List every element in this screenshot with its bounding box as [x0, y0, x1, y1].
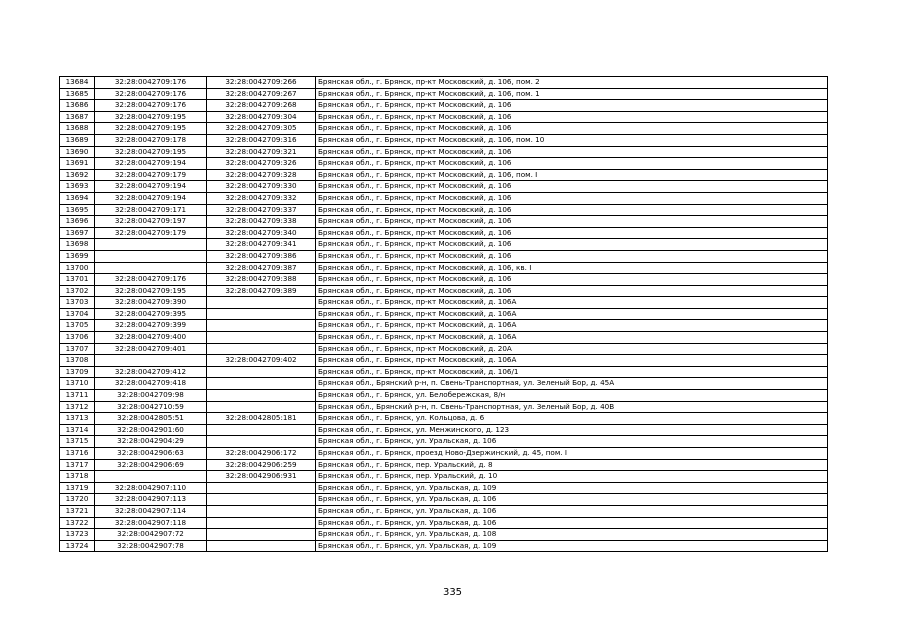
address-cell: Брянская обл., г. Брянск, пр-кт Московский, д. 106: [316, 181, 828, 193]
address-cell: Брянская обл., г. Брянск, пер. Уральский, д. 10: [316, 471, 828, 483]
cadastral-number-cell: 32:28:0042709:399: [95, 320, 207, 332]
object-cadastral-number-cell: 32:28:0042906:172: [207, 448, 316, 460]
object-cadastral-number-cell: 32:28:0042709:266: [207, 77, 316, 89]
table-row: [60, 111, 828, 123]
cadastral-number-cell: 32:28:0042709:194: [95, 192, 207, 204]
object-cadastral-number-cell: [207, 494, 316, 506]
cadastral-number-cell: [95, 262, 207, 274]
object-cadastral-number-cell: 32:28:0042805:181: [207, 413, 316, 425]
table-row: [60, 262, 828, 274]
object-cadastral-number-cell: 32:28:0042709:402: [207, 355, 316, 367]
table-row: [60, 146, 828, 158]
cadastral-number-cell: 32:28:0042906:63: [95, 448, 207, 460]
cadastral-number-cell: 32:28:0042901:60: [95, 424, 207, 436]
address-cell: Брянская обл., г. Брянск, пр-кт Московский, д. 106: [316, 216, 828, 228]
table-row: [60, 169, 828, 181]
object-cadastral-number-cell: 32:28:0042709:316: [207, 134, 316, 146]
object-cadastral-number-cell: [207, 390, 316, 402]
address-cell: Брянская обл., г. Брянск, ул. Уральская, д. 106: [316, 517, 828, 529]
row-number-cell: 13699: [60, 250, 95, 262]
cadastral-number-cell: 32:28:0042709:390: [95, 297, 207, 309]
address-cell: Брянская обл., г. Брянск, пр-кт Московский, д. 106, пом. 2: [316, 77, 828, 89]
table-row: [60, 158, 828, 170]
address-cell: Брянская обл., г. Брянск, пр-кт Московский, д. 106: [316, 100, 828, 112]
table-row: [60, 424, 828, 436]
object-cadastral-number-cell: 32:28:0042709:268: [207, 100, 316, 112]
object-cadastral-number-cell: [207, 517, 316, 529]
object-cadastral-number-cell: 32:28:0042906:931: [207, 471, 316, 483]
cadastral-number-cell: 32:28:0042709:194: [95, 181, 207, 193]
table-row: [60, 123, 828, 135]
address-cell: Брянская обл., г. Брянск, пр-кт Московский, д. 106/1: [316, 366, 828, 378]
address-cell: Брянская обл., г. Брянск, ул. Кольцова, д. 6: [316, 413, 828, 425]
table-row: [60, 448, 828, 460]
address-cell: Брянская обл., г. Брянск, ул. Белобережская, 8/н: [316, 390, 828, 402]
row-number-cell: 13685: [60, 88, 95, 100]
address-cell: Брянская обл., г. Брянск, пр-кт Московский, д. 106, пом. I: [316, 169, 828, 181]
object-cadastral-number-cell: [207, 482, 316, 494]
row-number-cell: 13693: [60, 181, 95, 193]
address-cell: Брянская обл., г. Брянск, ул. Уральская, д. 106: [316, 494, 828, 506]
object-cadastral-number-cell: [207, 529, 316, 541]
cadastral-number-cell: 32:28:0042709:195: [95, 146, 207, 158]
object-cadastral-number-cell: 32:28:0042709:328: [207, 169, 316, 181]
row-number-cell: 13702: [60, 285, 95, 297]
object-cadastral-number-cell: 32:28:0042709:321: [207, 146, 316, 158]
cadastral-number-cell: 32:28:0042709:176: [95, 88, 207, 100]
row-number-cell: 13715: [60, 436, 95, 448]
object-cadastral-number-cell: 32:28:0042709:326: [207, 158, 316, 170]
object-cadastral-number-cell: 32:28:0042709:388: [207, 274, 316, 286]
table-row: [60, 250, 828, 262]
object-cadastral-number-cell: [207, 308, 316, 320]
row-number-cell: 13711: [60, 390, 95, 402]
address-cell: Брянская обл., г. Брянск, ул. Уральская, д. 109: [316, 540, 828, 552]
address-cell: Брянская обл., г. Брянск, пр-кт Московский, д. 106: [316, 123, 828, 135]
row-number-cell: 13721: [60, 505, 95, 517]
address-cell: Брянская обл., г. Брянск, ул. Уральская, д. 108: [316, 529, 828, 541]
table-row: [60, 494, 828, 506]
row-number-cell: 13717: [60, 459, 95, 471]
object-cadastral-number-cell: [207, 378, 316, 390]
object-cadastral-number-cell: [207, 505, 316, 517]
cadastral-number-cell: 32:28:0042805:51: [95, 413, 207, 425]
address-cell: Брянская обл., г. Брянск, пр-кт Московский, д. 106А: [316, 320, 828, 332]
cadastral-number-cell: 32:28:0042906:69: [95, 459, 207, 471]
address-cell: Брянская обл., г. Брянск, пр-кт Московский, д. 106: [316, 285, 828, 297]
address-cell: Брянская обл., г. Брянск, пр-кт Московский, д. 106, пом. 1: [316, 88, 828, 100]
row-number-cell: 13719: [60, 482, 95, 494]
cadastral-number-cell: 32:28:0042907:78: [95, 540, 207, 552]
page-number: 335: [442, 587, 463, 598]
row-number-cell: 13687: [60, 111, 95, 123]
row-number-cell: 13703: [60, 297, 95, 309]
table-row: [60, 216, 828, 228]
table-row: [60, 505, 828, 517]
table-row: [60, 320, 828, 332]
address-cell: Брянская обл., г. Брянск, пр-кт Московский, д. 106: [316, 192, 828, 204]
row-number-cell: 13697: [60, 227, 95, 239]
row-number-cell: 13696: [60, 216, 95, 228]
object-cadastral-number-cell: [207, 540, 316, 552]
row-number-cell: 13713: [60, 413, 95, 425]
row-number-cell: 13724: [60, 540, 95, 552]
address-cell: Брянская обл., г. Брянск, ул. Уральская, д. 109: [316, 482, 828, 494]
cadastral-number-cell: 32:28:0042709:395: [95, 308, 207, 320]
cadastral-number-cell: 32:28:0042709:412: [95, 366, 207, 378]
object-cadastral-number-cell: 32:28:0042709:267: [207, 88, 316, 100]
object-cadastral-number-cell: 32:28:0042709:340: [207, 227, 316, 239]
object-cadastral-number-cell: [207, 332, 316, 344]
table-body: [60, 77, 828, 552]
table-row: [60, 471, 828, 483]
table-row: [60, 343, 828, 355]
object-cadastral-number-cell: 32:28:0042709:304: [207, 111, 316, 123]
row-number-cell: 13720: [60, 494, 95, 506]
table-row: [60, 285, 828, 297]
cadastral-number-cell: 32:28:0042709:401: [95, 343, 207, 355]
row-number-cell: 13700: [60, 262, 95, 274]
table-row: [60, 77, 828, 89]
row-number-cell: 13723: [60, 529, 95, 541]
cadastral-number-cell: 32:28:0042709:418: [95, 378, 207, 390]
row-number-cell: 13705: [60, 320, 95, 332]
cadastral-number-cell: 32:28:0042709:171: [95, 204, 207, 216]
row-number-cell: 13708: [60, 355, 95, 367]
address-cell: Брянская обл., г. Брянск, пр-кт Московский, д. 106: [316, 158, 828, 170]
object-cadastral-number-cell: [207, 401, 316, 413]
row-number-cell: 13716: [60, 448, 95, 460]
address-cell: Брянская обл., г. Брянск, пер. Уральский, д. 8: [316, 459, 828, 471]
row-number-cell: 13704: [60, 308, 95, 320]
cadastral-number-cell: 32:28:0042907:72: [95, 529, 207, 541]
address-cell: Брянская обл., г. Брянск, ул. Уральская, д. 106: [316, 436, 828, 448]
address-cell: Брянская обл., г. Брянск, ул. Уральская, д. 106: [316, 505, 828, 517]
address-cell: Брянская обл., г. Брянск, ул. Менжинского, д. 123: [316, 424, 828, 436]
table-row: [60, 378, 828, 390]
cadastral-number-cell: 32:28:0042709:194: [95, 158, 207, 170]
cadastral-number-cell: 32:28:0042709:195: [95, 285, 207, 297]
object-cadastral-number-cell: [207, 366, 316, 378]
cadastral-number-cell: 32:28:0042904:29: [95, 436, 207, 448]
object-cadastral-number-cell: 32:28:0042709:386: [207, 250, 316, 262]
address-cell: Брянская обл., г. Брянск, пр-кт Московский, д. 106, пом. 10: [316, 134, 828, 146]
row-number-cell: 13692: [60, 169, 95, 181]
row-number-cell: 13684: [60, 77, 95, 89]
address-cell: Брянская обл., г. Брянск, пр-кт Московский, д. 106А: [316, 297, 828, 309]
object-cadastral-number-cell: 32:28:0042709:387: [207, 262, 316, 274]
table-row: [60, 297, 828, 309]
table-row: [60, 540, 828, 552]
row-number-cell: 13698: [60, 239, 95, 251]
table-row: [60, 192, 828, 204]
table-row: [60, 390, 828, 402]
table-row: [60, 366, 828, 378]
object-cadastral-number-cell: 32:28:0042709:337: [207, 204, 316, 216]
row-number-cell: 13722: [60, 517, 95, 529]
address-cell: Брянская обл., г. Брянск, пр-кт Московский, д. 106: [316, 204, 828, 216]
cadastral-number-cell: 32:28:0042907:110: [95, 482, 207, 494]
table-row: [60, 436, 828, 448]
address-cell: Брянская обл., г. Брянск, пр-кт Московский, д. 106: [316, 146, 828, 158]
address-cell: Брянская обл., г. Брянск, пр-кт Московский, д. 106А: [316, 332, 828, 344]
row-number-cell: 13686: [60, 100, 95, 112]
object-cadastral-number-cell: [207, 297, 316, 309]
cadastral-number-cell: 32:28:0042907:118: [95, 517, 207, 529]
object-cadastral-number-cell: 32:28:0042906:259: [207, 459, 316, 471]
cadastral-number-cell: [95, 471, 207, 483]
cadastral-number-cell: 32:28:0042709:178: [95, 134, 207, 146]
address-cell: Брянская обл., г. Брянск, пр-кт Московский, д. 106: [316, 239, 828, 251]
address-cell: Брянская обл., Брянский р-н, п. Свень-Транспортная, ул. Зеленый Бор, д. 40В: [316, 401, 828, 413]
row-number-cell: 13709: [60, 366, 95, 378]
object-cadastral-number-cell: 32:28:0042709:389: [207, 285, 316, 297]
object-cadastral-number-cell: [207, 320, 316, 332]
object-cadastral-number-cell: 32:28:0042709:338: [207, 216, 316, 228]
cadastral-number-cell: [95, 239, 207, 251]
row-number-cell: 13690: [60, 146, 95, 158]
table-row: [60, 134, 828, 146]
row-number-cell: 13701: [60, 274, 95, 286]
cadastral-number-cell: 32:28:0042907:114: [95, 505, 207, 517]
address-cell: Брянская обл., г. Брянск, проезд Ново-Дзержинский, д. 45, пом. I: [316, 448, 828, 460]
table-row: [60, 355, 828, 367]
row-number-cell: 13710: [60, 378, 95, 390]
table-row: [60, 181, 828, 193]
cadastral-number-cell: 32:28:0042709:195: [95, 111, 207, 123]
row-number-cell: 13695: [60, 204, 95, 216]
address-cell: Брянская обл., г. Брянск, пр-кт Московский, д. 106: [316, 250, 828, 262]
object-cadastral-number-cell: [207, 436, 316, 448]
address-cell: Брянская обл., Брянский р-н, п. Свень-Транспортная, ул. Зеленый Бор, д. 45А: [316, 378, 828, 390]
object-cadastral-number-cell: 32:28:0042709:330: [207, 181, 316, 193]
object-cadastral-number-cell: 32:28:0042709:332: [207, 192, 316, 204]
table-row: [60, 274, 828, 286]
row-number-cell: 13688: [60, 123, 95, 135]
row-number-cell: 13689: [60, 134, 95, 146]
cadastral-number-cell: 32:28:0042709:400: [95, 332, 207, 344]
cadastral-number-cell: 32:28:0042709:195: [95, 123, 207, 135]
row-number-cell: 13718: [60, 471, 95, 483]
table-row: [60, 204, 828, 216]
cadastral-number-cell: 32:28:0042709:176: [95, 100, 207, 112]
cadastral-number-cell: 32:28:0042709:179: [95, 227, 207, 239]
address-cell: Брянская обл., г. Брянск, пр-кт Московский, д. 106, кв. I: [316, 262, 828, 274]
address-cell: Брянская обл., г. Брянск, пр-кт Московский, д. 106А: [316, 308, 828, 320]
address-cell: Брянская обл., г. Брянск, пр-кт Московский, д. 20А: [316, 343, 828, 355]
row-number-cell: 13712: [60, 401, 95, 413]
address-cell: Брянская обл., г. Брянск, пр-кт Московский, д. 106: [316, 274, 828, 286]
address-cell: Брянская обл., г. Брянск, пр-кт Московский, д. 106: [316, 111, 828, 123]
table-row: [60, 308, 828, 320]
cadastral-number-cell: 32:28:0042710:59: [95, 401, 207, 413]
cadastral-number-cell: 32:28:0042709:179: [95, 169, 207, 181]
row-number-cell: 13707: [60, 343, 95, 355]
row-number-cell: 13706: [60, 332, 95, 344]
table-row: [60, 517, 828, 529]
table-row: [60, 100, 828, 112]
object-cadastral-number-cell: [207, 424, 316, 436]
table-row: [60, 88, 828, 100]
address-cell: Брянская обл., г. Брянск, пр-кт Московский, д. 106А: [316, 355, 828, 367]
table-row: [60, 413, 828, 425]
table-row: [60, 332, 828, 344]
object-cadastral-number-cell: [207, 343, 316, 355]
cadastral-number-cell: [95, 355, 207, 367]
row-number-cell: 13691: [60, 158, 95, 170]
object-cadastral-number-cell: 32:28:0042709:305: [207, 123, 316, 135]
cadastral-number-cell: 32:28:0042709:176: [95, 77, 207, 89]
cadastral-number-cell: 32:28:0042709:176: [95, 274, 207, 286]
table-row: [60, 482, 828, 494]
address-cell: Брянская обл., г. Брянск, пр-кт Московский, д. 106: [316, 227, 828, 239]
table-row: [60, 401, 828, 413]
table-row: [60, 227, 828, 239]
cadastral-number-cell: 32:28:0042709:98: [95, 390, 207, 402]
property-register-table: [59, 76, 828, 552]
cadastral-number-cell: [95, 250, 207, 262]
table-row: [60, 459, 828, 471]
table-row: [60, 239, 828, 251]
object-cadastral-number-cell: 32:28:0042709:341: [207, 239, 316, 251]
row-number-cell: 13694: [60, 192, 95, 204]
table-row: [60, 529, 828, 541]
row-number-cell: 13714: [60, 424, 95, 436]
cadastral-number-cell: 32:28:0042709:197: [95, 216, 207, 228]
cadastral-number-cell: 32:28:0042907:113: [95, 494, 207, 506]
